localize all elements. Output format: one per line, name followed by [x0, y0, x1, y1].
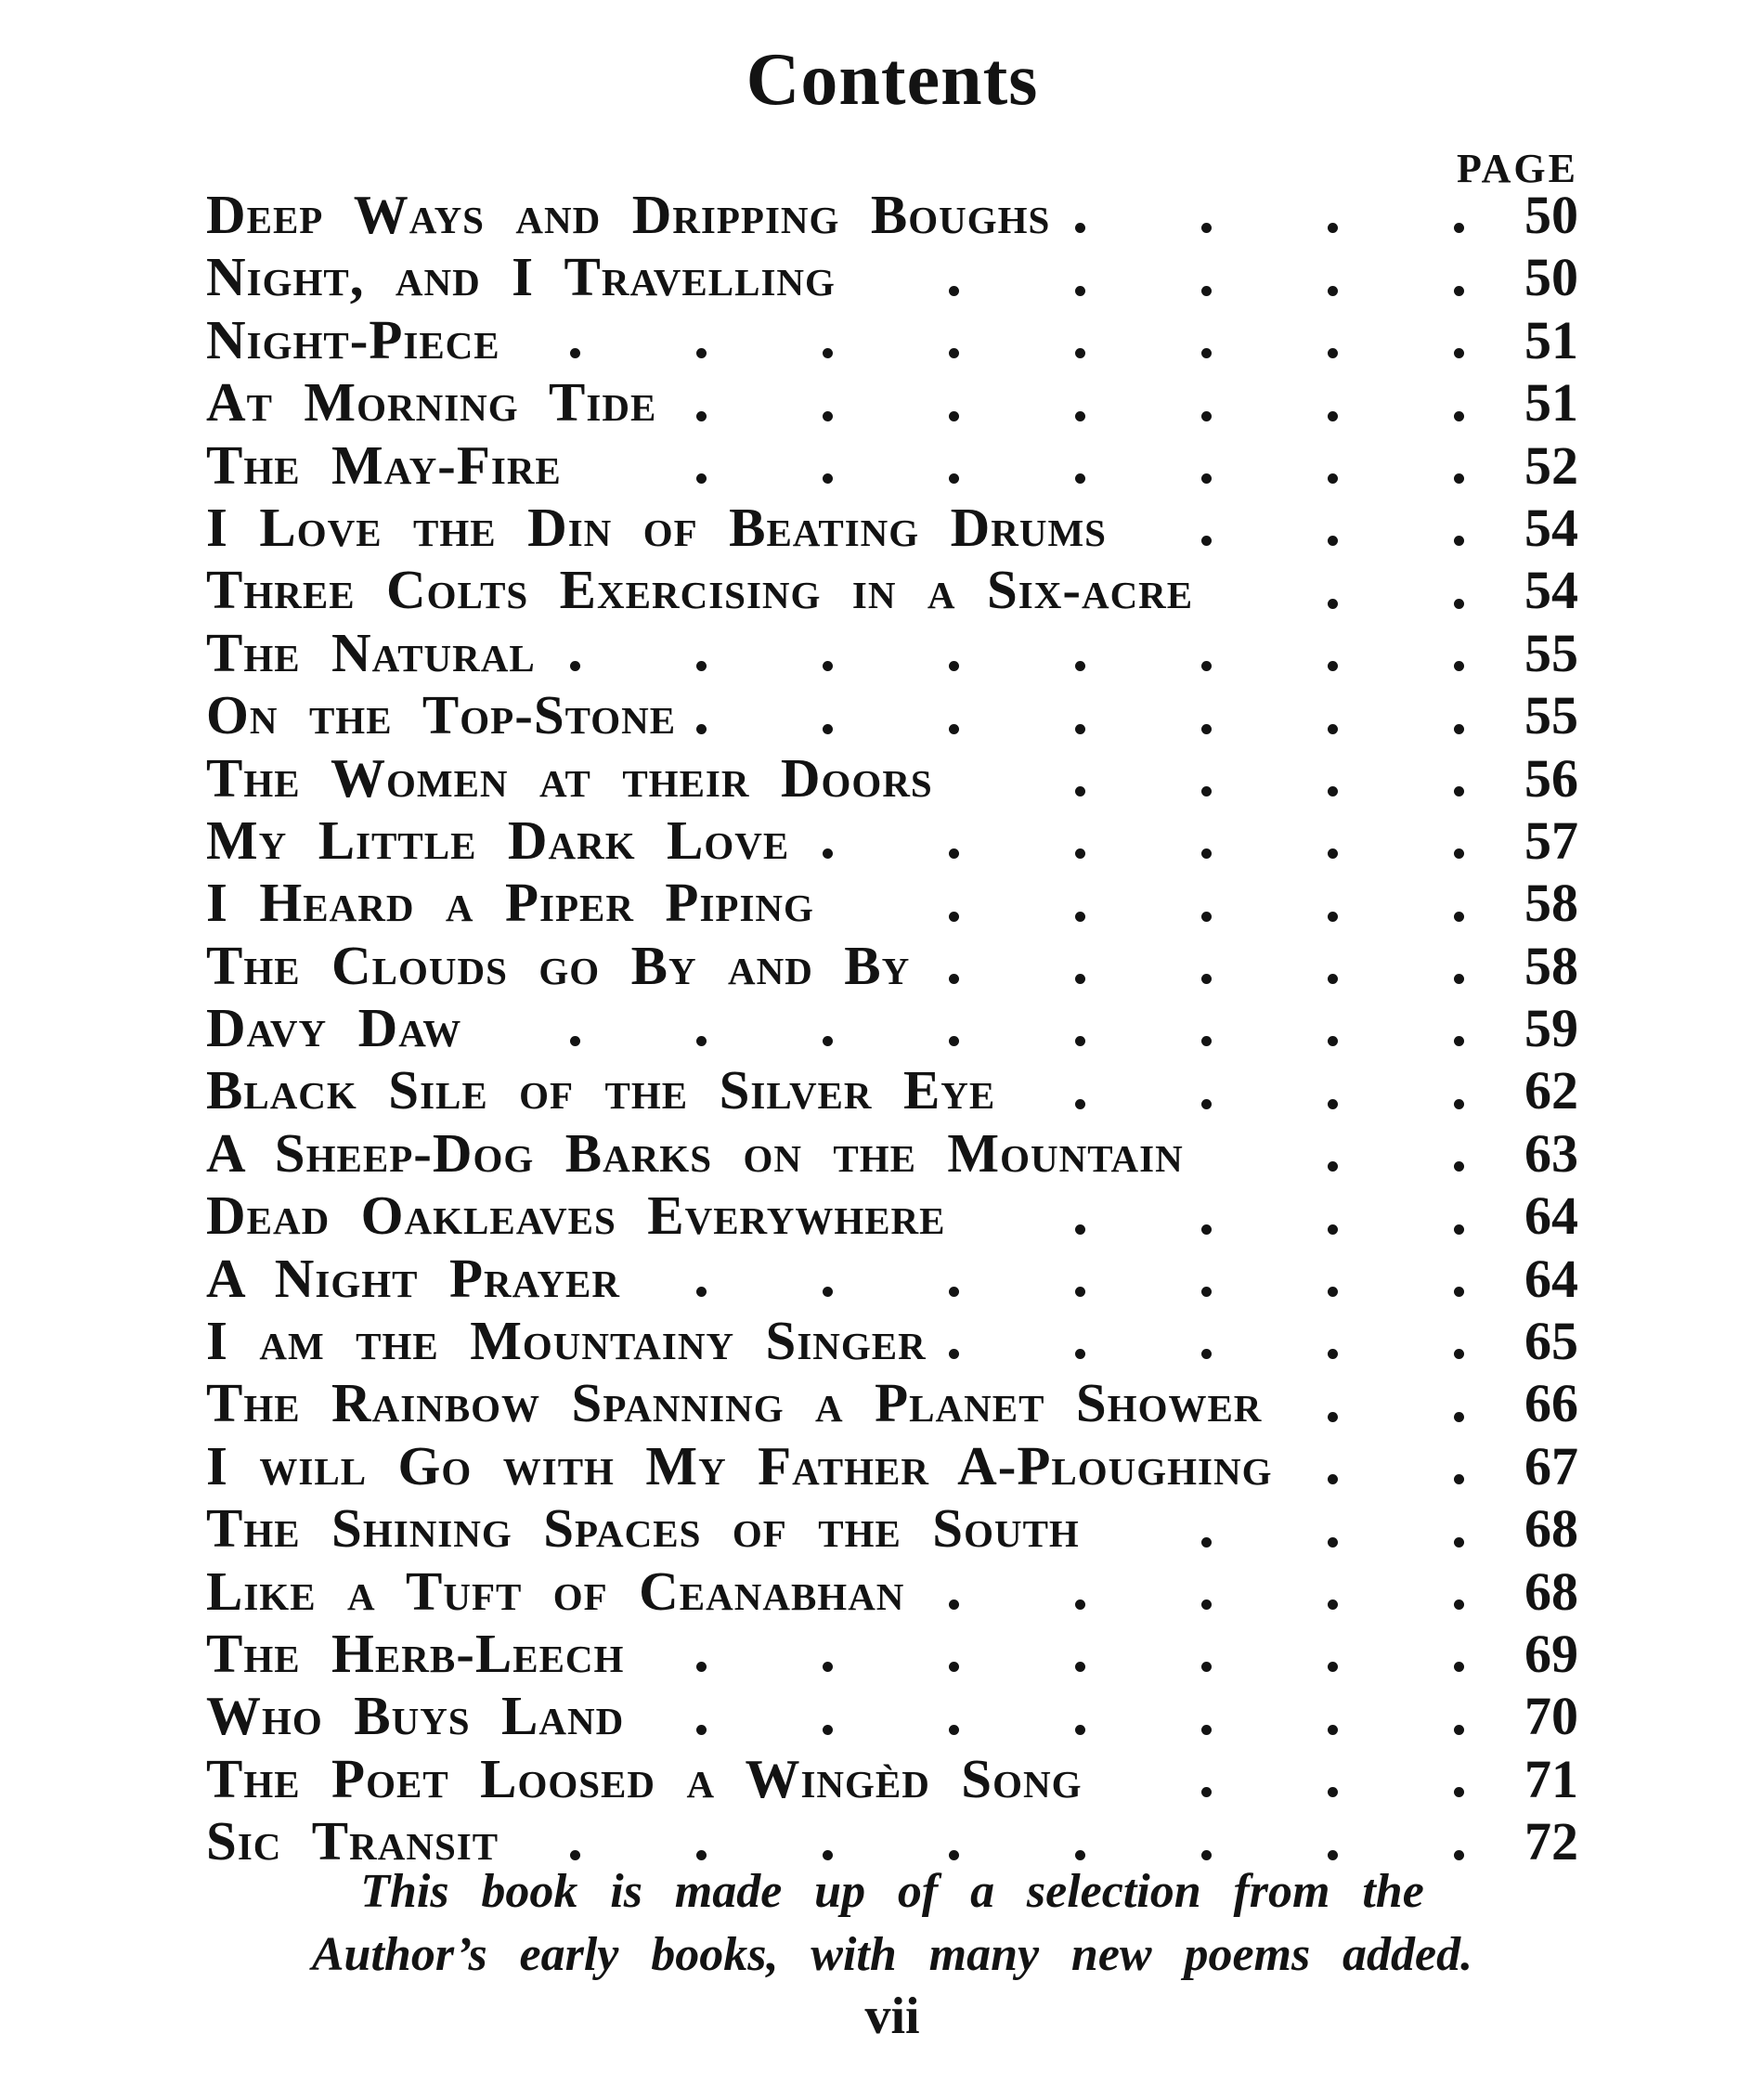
toc-entry-title: I Heard a Piper Piping	[206, 872, 814, 934]
dot-leader	[814, 872, 1459, 934]
leader-dot	[1075, 473, 1085, 484]
leader-dot	[1328, 1850, 1338, 1860]
leader-dot	[1328, 1725, 1338, 1735]
leader-dot	[1328, 974, 1338, 984]
leader-dot	[696, 1662, 707, 1672]
dot-leader	[1107, 497, 1459, 559]
leader-dot	[1075, 1036, 1085, 1046]
leader-dot	[949, 348, 959, 358]
toc-entry-page-number: 64	[1524, 1248, 1578, 1309]
leader-dot	[1328, 724, 1338, 734]
leader-dot	[1201, 536, 1212, 546]
leader-dot	[949, 724, 959, 734]
leader-dot	[1201, 348, 1212, 358]
leader-dot	[696, 1850, 707, 1860]
dot-leader	[995, 1059, 1459, 1121]
leader-dot	[1454, 473, 1464, 484]
dot-leader	[500, 309, 1459, 371]
leader-dot	[1201, 473, 1212, 484]
toc-entry	[206, 1435, 1578, 1497]
toc-entry-title: I am the Mountainy Singer	[206, 1310, 927, 1372]
toc-entry	[206, 1372, 1578, 1434]
toc-entry	[206, 997, 1578, 1059]
toc-entry	[206, 1748, 1578, 1810]
toc-entry-page-number: 66	[1524, 1373, 1578, 1434]
leader-dot	[1328, 536, 1338, 546]
leader-dot	[1075, 223, 1085, 233]
toc-entry-title: The May-Fire	[206, 434, 562, 496]
leader-dot	[1454, 1725, 1464, 1735]
toc-entry-page-number: 58	[1524, 935, 1578, 996]
leader-dot	[1201, 1287, 1212, 1297]
leader-dot	[949, 974, 959, 984]
leader-dot	[1454, 724, 1464, 734]
leader-dot	[949, 1599, 959, 1610]
toc-entry-page-number: 63	[1524, 1122, 1578, 1184]
leader-dot	[1454, 974, 1464, 984]
leader-dot	[949, 661, 959, 671]
leader-dot	[949, 1662, 959, 1672]
leader-dot	[949, 286, 959, 296]
leader-dot	[949, 1036, 959, 1046]
leader-dot	[1201, 1349, 1212, 1359]
dot-leader	[1050, 184, 1459, 246]
toc-entry	[206, 184, 1578, 246]
leader-dot	[1454, 786, 1464, 796]
toc-entry-title: The Clouds go By and By	[206, 934, 911, 996]
author-note-line1: This book is made up of a selection from the	[360, 1865, 1424, 1918]
toc-entry-page-number: 50	[1524, 185, 1578, 245]
toc-entry-page-number: 56	[1524, 747, 1578, 809]
dot-leader	[836, 246, 1459, 308]
contents-heading: Contents	[746, 39, 1039, 121]
leader-dot	[823, 1287, 833, 1297]
dot-leader	[676, 684, 1459, 746]
toc-entry	[206, 371, 1578, 434]
toc-entry-page-number: 71	[1524, 1748, 1578, 1809]
leader-dot	[1075, 1725, 1085, 1735]
toc-entry-title: The Women at their Doors	[206, 746, 933, 809]
leader-dot	[1454, 286, 1464, 296]
dot-leader	[910, 935, 1459, 997]
leader-dot	[1328, 1161, 1338, 1172]
toc-entry-page-number: 51	[1524, 309, 1578, 370]
leader-dot	[1454, 1224, 1464, 1235]
toc-entry-title: The Rainbow Spanning a Planet Shower	[206, 1372, 1263, 1434]
toc-entry-page-number: 64	[1524, 1185, 1578, 1247]
leader-dot	[949, 1287, 959, 1297]
toc-entry	[206, 872, 1578, 934]
leader-dot	[696, 1725, 707, 1735]
leader-dot	[823, 1725, 833, 1735]
leader-dot	[1075, 1224, 1085, 1235]
leader-dot	[1075, 848, 1085, 859]
toc-entry-title: A Night Prayer	[206, 1247, 621, 1309]
toc-entry-title: Davy Daw	[206, 997, 462, 1059]
leader-dot	[1328, 1787, 1338, 1797]
dot-leader	[1193, 559, 1459, 621]
leader-dot	[1075, 724, 1085, 734]
toc-entry-page-number: 69	[1524, 1623, 1578, 1684]
leader-dot	[949, 912, 959, 922]
leader-dot	[1328, 1474, 1338, 1484]
leader-dot	[1075, 1099, 1085, 1109]
toc-entry-title: Dead Oakleaves Everywhere	[206, 1185, 946, 1247]
dot-leader	[1273, 1435, 1459, 1497]
leader-dot	[1201, 1725, 1212, 1735]
leader-dot	[1454, 1537, 1464, 1548]
leader-dot	[1201, 724, 1212, 734]
folio-page-number: vii	[864, 1988, 920, 2045]
leader-dot	[1201, 411, 1212, 421]
leader-dot	[696, 1287, 707, 1297]
leader-dot	[1328, 661, 1338, 671]
toc-entry-page-number: 62	[1524, 1060, 1578, 1121]
leader-dot	[696, 411, 707, 421]
leader-dot	[1075, 1599, 1085, 1610]
leader-dot	[1454, 1599, 1464, 1610]
leader-dot	[1328, 1036, 1338, 1046]
leader-dot	[1075, 286, 1085, 296]
leader-dot	[1201, 1036, 1212, 1046]
leader-dot	[570, 348, 580, 358]
leader-dot	[696, 1036, 707, 1046]
leader-dot	[823, 848, 833, 859]
dot-leader	[927, 1310, 1459, 1372]
leader-dot	[1328, 786, 1338, 796]
toc-entry-page-number: 55	[1524, 622, 1578, 683]
toc-entry-title: Sic Transit	[206, 1810, 499, 1872]
toc-entry-title: The Shining Spaces of the South	[206, 1497, 1080, 1560]
leader-dot	[1328, 1662, 1338, 1672]
leader-dot	[1201, 786, 1212, 796]
leader-dot	[1201, 286, 1212, 296]
dot-leader	[461, 997, 1459, 1059]
toc-entry-title: The Herb-Leech	[206, 1622, 625, 1684]
leader-dot	[1201, 1599, 1212, 1610]
toc-entry-page-number: 58	[1524, 873, 1578, 934]
toc-entry-page-number: 57	[1524, 809, 1578, 871]
toc-entry	[206, 1059, 1578, 1121]
toc-entry-page-number: 72	[1524, 1811, 1578, 1872]
leader-dot	[1328, 1412, 1338, 1422]
dot-leader	[1262, 1372, 1459, 1434]
toc-entry	[206, 497, 1578, 559]
toc-entry-title: Night-Piece	[206, 308, 500, 370]
leader-dot	[823, 661, 833, 671]
leader-dot	[1328, 473, 1338, 484]
leader-dot	[949, 1725, 959, 1735]
dot-leader	[1184, 1122, 1459, 1185]
leader-dot	[1075, 411, 1085, 421]
leader-dot	[1075, 1662, 1085, 1672]
leader-dot	[1201, 1850, 1212, 1860]
leader-dot	[823, 473, 833, 484]
page-column-label: PAGE	[1457, 146, 1578, 191]
leader-dot	[949, 411, 959, 421]
toc-entry	[206, 1561, 1578, 1623]
leader-dot	[1075, 974, 1085, 984]
leader-dot	[949, 1349, 959, 1359]
toc-entry-page-number: 70	[1524, 1686, 1578, 1747]
toc-entry-page-number: 52	[1524, 434, 1578, 496]
leader-dot	[1454, 1287, 1464, 1297]
toc-entry-page-number: 59	[1524, 998, 1578, 1059]
leader-dot	[1201, 1662, 1212, 1672]
leader-dot	[1454, 1850, 1464, 1860]
dot-leader	[904, 1561, 1459, 1623]
leader-dot	[823, 411, 833, 421]
leader-dot	[1328, 848, 1338, 859]
leader-dot	[823, 1850, 833, 1860]
leader-dot	[1454, 1412, 1464, 1422]
toc-entry-page-number: 50	[1524, 247, 1578, 308]
toc-entry	[206, 1248, 1578, 1310]
toc-entry	[206, 1623, 1578, 1685]
toc-entry-page-number: 68	[1524, 1561, 1578, 1622]
toc-entry	[206, 622, 1578, 684]
leader-dot	[823, 348, 833, 358]
leader-dot	[1454, 912, 1464, 922]
toc-entry-page-number: 65	[1524, 1311, 1578, 1372]
leader-dot	[1075, 1287, 1085, 1297]
toc-entry	[206, 684, 1578, 746]
leader-dot	[1075, 912, 1085, 922]
toc-entry	[206, 1310, 1578, 1372]
dot-leader	[562, 434, 1459, 497]
leader-dot	[1328, 223, 1338, 233]
leader-dot	[1201, 661, 1212, 671]
leader-dot	[696, 661, 707, 671]
leader-dot	[696, 348, 707, 358]
leader-dot	[1201, 974, 1212, 984]
dot-leader	[624, 1623, 1459, 1685]
toc-entry	[206, 747, 1578, 809]
leader-dot	[1328, 1287, 1338, 1297]
dot-leader	[624, 1685, 1459, 1747]
toc-entry-title: Three Colts Exercising in a Six-acre	[206, 559, 1194, 621]
toc-entry-page-number: 51	[1524, 372, 1578, 434]
dot-leader	[536, 622, 1459, 684]
dot-leader	[1080, 1497, 1459, 1560]
leader-dot	[823, 724, 833, 734]
toc-entry-title: The Natural	[206, 621, 536, 683]
toc-entry	[206, 1122, 1578, 1185]
toc-entry-title: On the Top-Stone	[206, 684, 677, 746]
leader-dot	[570, 1850, 580, 1860]
leader-dot	[949, 848, 959, 859]
leader-dot	[1328, 1349, 1338, 1359]
leader-dot	[1328, 1224, 1338, 1235]
toc-entry-title: Black Sile of the Silver Eye	[206, 1059, 996, 1121]
toc-entry	[206, 935, 1578, 997]
leader-dot	[949, 473, 959, 484]
leader-dot	[1328, 411, 1338, 421]
dot-leader	[933, 747, 1459, 809]
toc-entry-title: Night, and I Travelling	[206, 246, 836, 308]
toc-entry-page-number: 54	[1524, 560, 1578, 621]
toc-entry	[206, 434, 1578, 497]
leader-dot	[1328, 1537, 1338, 1548]
dot-leader	[1083, 1748, 1459, 1810]
leader-dot	[1201, 912, 1212, 922]
leader-dot	[1201, 1537, 1212, 1548]
toc-entry-title: The Poet Loosed a Wingèd Song	[206, 1747, 1083, 1809]
toc-entry-page-number: 55	[1524, 685, 1578, 746]
dot-leader	[620, 1248, 1459, 1310]
leader-dot	[570, 661, 580, 671]
toc-entry-page-number: 68	[1524, 1498, 1578, 1560]
toc-entry-title: Deep Ways and Dripping Boughs	[206, 184, 1051, 245]
leader-dot	[1454, 599, 1464, 609]
dot-leader	[656, 371, 1459, 434]
leader-dot	[1328, 1099, 1338, 1109]
leader-dot	[1328, 1599, 1338, 1610]
leader-dot	[1075, 1349, 1085, 1359]
leader-dot	[1328, 912, 1338, 922]
toc-entry	[206, 246, 1578, 308]
leader-dot	[1075, 348, 1085, 358]
leader-dot	[1201, 1224, 1212, 1235]
leader-dot	[1201, 223, 1212, 233]
leader-dot	[1075, 1850, 1085, 1860]
dot-leader	[789, 809, 1459, 872]
leader-dot	[823, 1662, 833, 1672]
table-of-contents	[206, 184, 1578, 1873]
leader-dot	[1075, 661, 1085, 671]
leader-dot	[1201, 1099, 1212, 1109]
toc-entry-page-number: 67	[1524, 1435, 1578, 1496]
toc-entry	[206, 809, 1578, 872]
leader-dot	[1201, 848, 1212, 859]
leader-dot	[696, 473, 707, 484]
toc-entry-title: Like a Tuft of Ceanabhan	[206, 1560, 905, 1622]
toc-entry	[206, 1497, 1578, 1560]
toc-entry-title: At Morning Tide	[206, 371, 657, 434]
leader-dot	[1454, 411, 1464, 421]
toc-entry-title: My Little Dark Love	[206, 809, 790, 871]
toc-entry	[206, 1185, 1578, 1247]
leader-dot	[1328, 599, 1338, 609]
leader-dot	[1328, 286, 1338, 296]
leader-dot	[1075, 786, 1085, 796]
toc-entry-title: I Love the Din of Beating Drums	[206, 496, 1107, 558]
toc-entry-page-number: 54	[1524, 497, 1578, 558]
leader-dot	[1328, 348, 1338, 358]
dot-leader	[946, 1185, 1459, 1247]
leader-dot	[1454, 1099, 1464, 1109]
toc-entry-title: A Sheep-Dog Barks on the Mountain	[206, 1121, 1184, 1184]
leader-dot	[1201, 1787, 1212, 1797]
leader-dot	[696, 724, 707, 734]
toc-entry	[206, 1685, 1578, 1747]
toc-entry	[206, 559, 1578, 621]
leader-dot	[949, 1850, 959, 1860]
author-note-line2: Author’s early books, with many new poems added.	[311, 1928, 1473, 1981]
toc-entry	[206, 309, 1578, 371]
author-note	[206, 1860, 1578, 1987]
toc-entry-title: I will Go with My Father A-Ploughing	[206, 1434, 1273, 1496]
leader-dot	[823, 1036, 833, 1046]
toc-entry-title: Who Buys Land	[206, 1685, 625, 1747]
leader-dot	[570, 1036, 580, 1046]
